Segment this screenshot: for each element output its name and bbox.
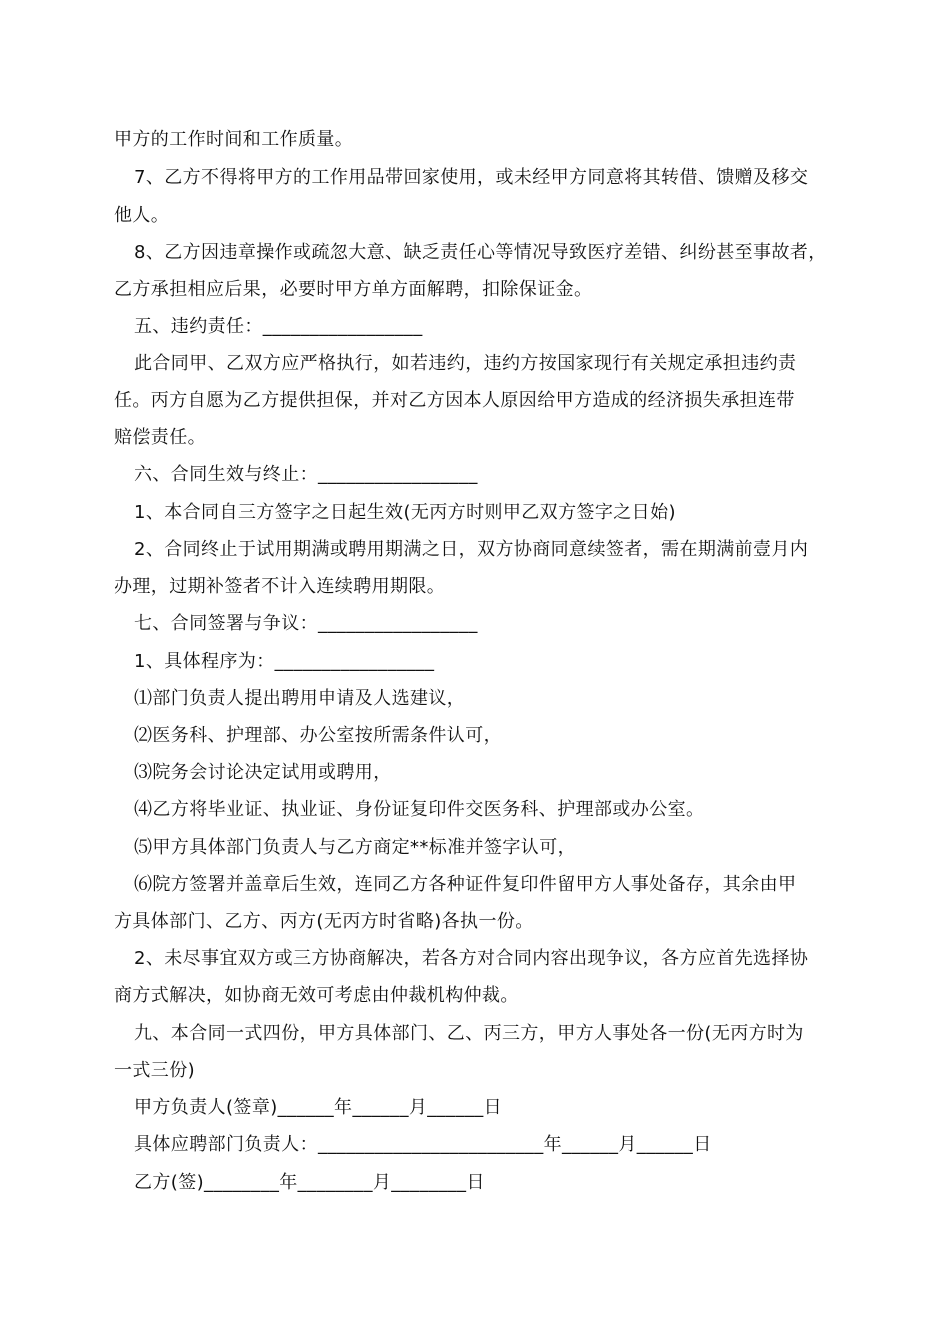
text-line: 九、本合同一式四份，甲方具体部门、乙、丙三方，甲方人事处各一份(无丙方时为 [134,1023,804,1044]
section-heading: 七、合同签署与争议：_________________ [134,613,478,634]
list-item: ⑸甲方具体部门负责人与乙方商定**标准并签字认可， [134,837,576,858]
text-line: 赔偿责任。 [114,427,206,448]
section-heading: 六、合同生效与终止：_________________ [134,464,478,485]
text-line: 此合同甲、乙双方应严格执行，如若违约，违约方按国家现行有关规定承担违约责 [134,353,797,374]
text-line: 8、乙方因违章操作或疏忽大意、缺乏责任心等情况导致医疗差错、纠纷甚至事故者， [134,242,827,263]
list-item: ⑷乙方将毕业证、执业证、身份证复印件交医务科、护理部或办公室。 [134,799,705,820]
text-line: 1、本合同自三方签字之日起生效(无丙方时则甲乙双方签字之日始) [134,502,676,523]
section-heading: 五、违约责任：_________________ [134,316,423,337]
text-line: 2、合同终止于试用期满或聘用期满之日，双方协商同意续签者，需在期满前壹月内 [134,539,809,560]
list-item: ⑹院方签署并盖章后生效，连同乙方各种证件复印件留甲方人事处备存，其余由甲 [134,874,797,895]
text-line: 乙方承担相应后果，必要时甲方单方面解聘，扣除保证金。 [114,279,593,300]
text-line: 甲方的工作时间和工作质量。 [114,129,354,150]
text-line: 办理，过期补签者不计入连续聘用期限。 [114,576,446,597]
text-line: 7、乙方不得将甲方的工作用品带回家使用，或未经甲方同意将其转借、馈赠及移交 [134,167,809,188]
text-line: 方具体部门、乙方、丙方(无丙方时省略)各执一份。 [114,911,534,932]
signature-line: 乙方(签)________年________月________日 [134,1172,485,1193]
list-item: ⑴部门负责人提出聘用申请及人选建议， [134,688,466,709]
signature-line: 甲方负责人(签章)______年______月______日 [134,1097,503,1118]
text-line: 商方式解决，如协商无效可考虑由仲裁机构仲裁。 [114,985,519,1006]
text-line: 2、未尽事宜双方或三方协商解决，若各方对合同内容出现争议，各方应首先选择协 [134,948,809,969]
text-line: 一式三份) [114,1060,196,1081]
text-line: 他人。 [114,205,170,226]
text-line: 任。丙方自愿为乙方提供担保，并对乙方因本人原因给甲方造成的经济损失承担连带 [114,390,795,411]
list-item: ⑵医务科、护理部、办公室按所需条件认可， [134,725,502,746]
list-item: ⑶院务会讨论决定试用或聘用， [134,762,392,783]
text-line: 1、具体程序为：_________________ [134,651,435,672]
signature-line: 具体应聘部门负责人：________________________年______月______日 [134,1134,712,1155]
